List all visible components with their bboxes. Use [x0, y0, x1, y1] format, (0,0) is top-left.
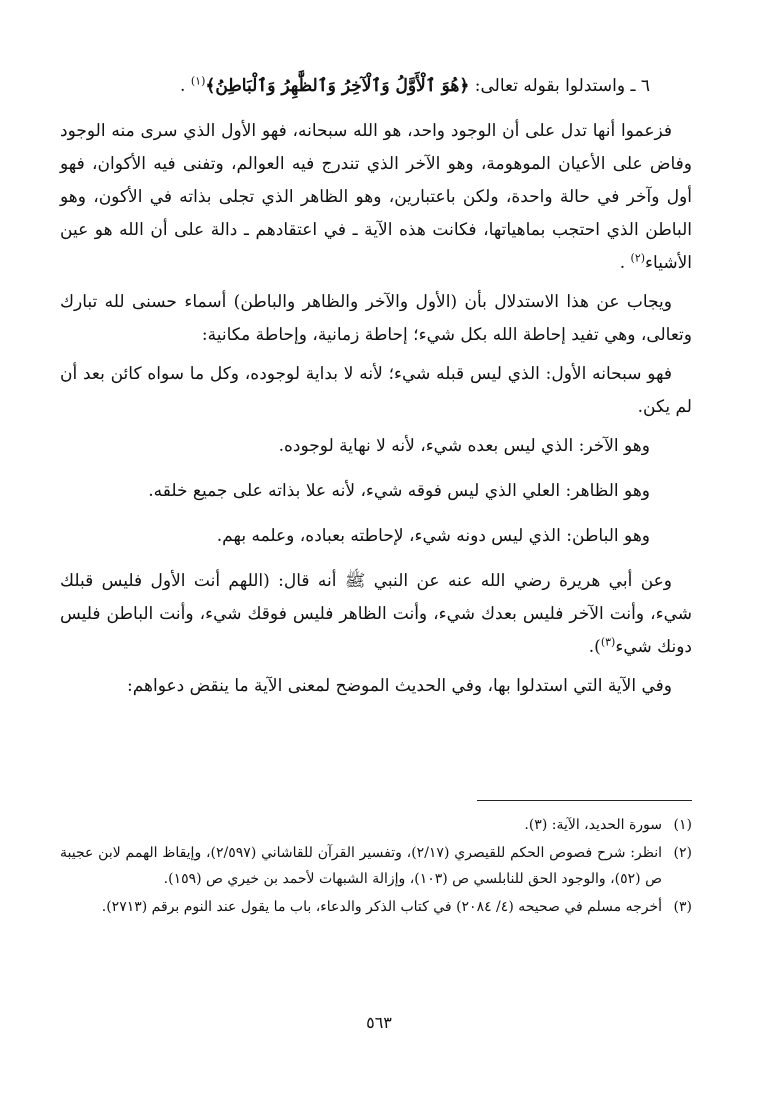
footnote-divider [477, 800, 692, 801]
paragraph-conclusion [60, 670, 692, 703]
paragraph-hidden [60, 520, 692, 553]
paragraph-response [60, 286, 692, 352]
para2-text: فزعموا أنها تدل على أن الوجود واحد، هو الله سبحانه، فهو الأول الذي سرى منه الوجود وفاض على الأعيان الموهومة، وهو الآخر الذي تندرج فيه العوالم، وتفنى فيه الأكوان، فهو أول وآخر في حالة واحدة، ولكن باعتبارين، وهو الظاهر الذي تجلى بذاته في الأكون، وهو الباطن الذي احتجب بماهياتها، فكانت هذه الآية ـ في اعتقادهم ـ دالة على أن الله هو عين الأشياء [60, 121, 692, 273]
para4-text: فهو سبحانه الأول: الذي ليس قبله شيء؛ لأنه لا بداية لوجوده، وكل ما سواه كائن بعد أن لم يكن. [60, 364, 692, 417]
para8-end: ). [588, 637, 601, 657]
footnote-text: انظر: شرح فصوص الحكم للقيصري (٢/١٧)، وتفسير القرآن للقاشاني (٢/٥٩٧)، وإيقاظ الهمم لابن عجيبة ص (٥٢)، والوجود الحق للنابلسي ص (١٠٣)، وإزالة الشبهات لأحمد بن خيري ص (١٥٩). [60, 845, 662, 887]
paragraph-apparent [60, 475, 692, 508]
footnote-number: (١) [673, 817, 692, 833]
footnote-number: (٢) [673, 845, 692, 861]
footnote-3 [60, 894, 692, 920]
footnote-ref-1[interactable]: (١) [190, 74, 206, 88]
footnote-text: أخرجه مسلم في صحيحه (٤/ ٢٠٨٤) في كتاب الذكر والدعاء، باب ما يقول عند النوم برقم (٢٧١٣). [101, 899, 662, 915]
para7-text: وهو الباطن: الذي ليس دونه شيء، لإحاطته بعباده، وعلمه بهم. [216, 526, 650, 546]
para8-text: وعن أبي هريرة رضي الله عنه عن النبي ﷺ أنه قال: (اللهم أنت الأول فليس قبلك شيء، وأنت الآخر فليس بعدك شيء، وأنت الظاهر فليس فوقك شيء، وأنت الباطن فليس دونك شيء [60, 571, 692, 657]
para3-text: ويجاب عن هذا الاستدلال بأن (الأول والآخر والظاهر والباطن) أسماء حسنى لله تبارك وتعالى، وهي تفيد إحاطة الله بكل شيء؛ إحاطة زمانية، وإحاطة مكانية: [60, 292, 692, 345]
page-number: ٥٦٣ [366, 1013, 392, 1032]
para2-end: . [619, 253, 631, 273]
para5-text: وهو الآخر: الذي ليس بعده شيء، لأنه لا نهاية لوجوده. [278, 436, 650, 456]
para1-end: . [180, 76, 191, 96]
footnote-ref-3[interactable]: (٣) [600, 635, 616, 649]
main-text [60, 70, 692, 709]
paragraph-first [60, 358, 692, 424]
paragraph-last [60, 430, 692, 463]
para9-text: وفي الآية التي استدلوا بها، وفي الحديث الموضح لمعنى الآية ما ينقض دعواهم: [127, 676, 672, 696]
footnotes [60, 812, 692, 922]
paragraph-hadith [60, 565, 692, 664]
para6-text: وهو الظاهر: العلي الذي ليس فوقه شيء، لأنه علا بذاته على جميع خلقه. [148, 481, 650, 501]
footnote-number: (٣) [673, 899, 692, 915]
footnote-1 [60, 812, 692, 838]
quran-verse: ﴿هُوَ ٱلْأَوَّلُ وَٱلْآخِرُ وَٱلظَّٰهِرُ وَٱلْبَاطِنُ﴾ [205, 76, 470, 96]
footnote-ref-2[interactable]: (٢) [630, 251, 646, 265]
para1-text: ٦ ـ واستدلوا بقوله تعالى: [469, 76, 650, 96]
paragraph-claim [60, 115, 692, 280]
paragraph-6 [60, 70, 692, 103]
footnote-text: سورة الحديد، الآية: (٣). [524, 817, 662, 833]
footnote-2 [60, 840, 692, 892]
